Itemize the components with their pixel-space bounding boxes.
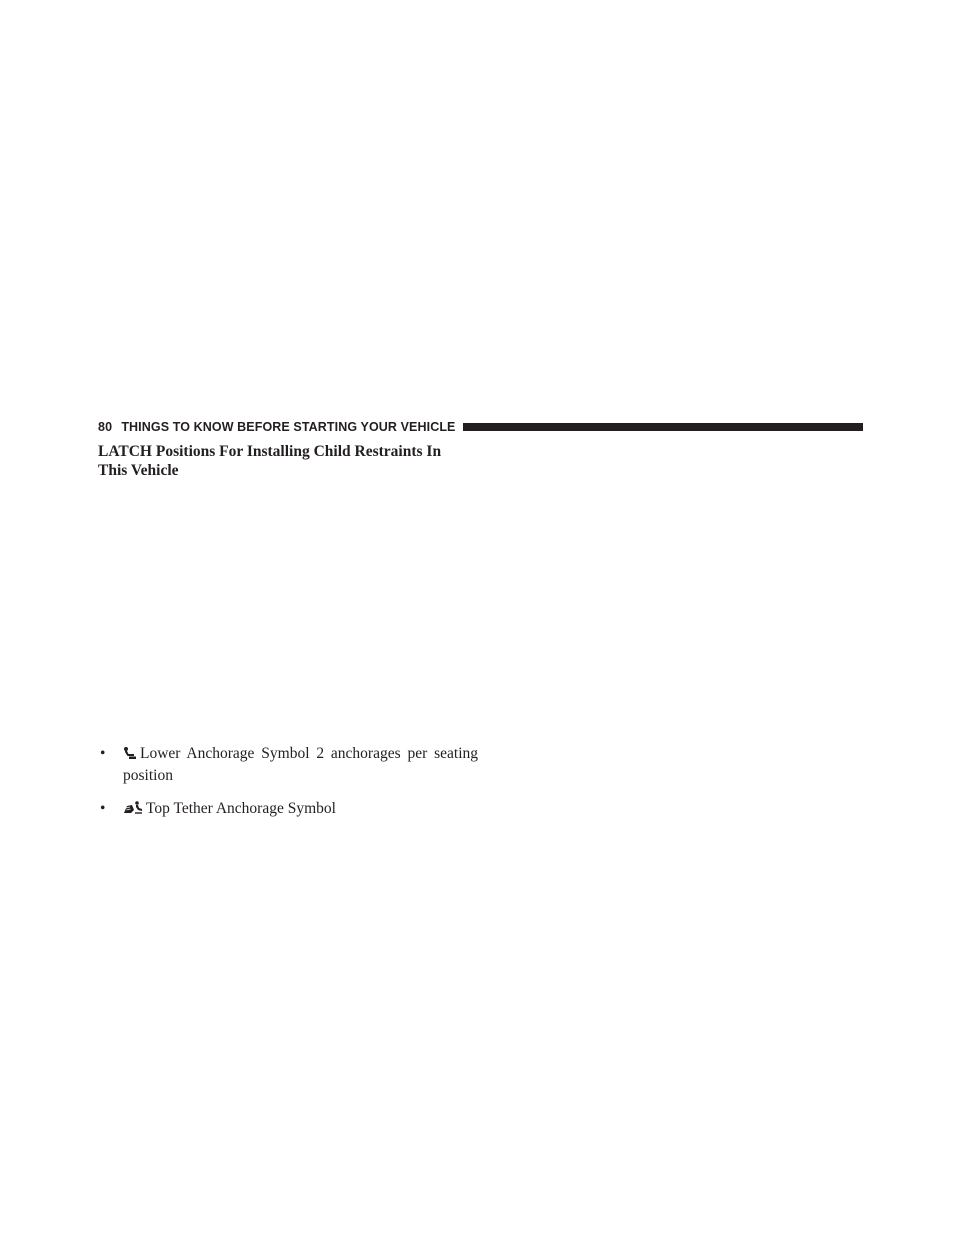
- lower-anchorage-label: Lower Anchorage Symbol 2 anchorages per seating position: [123, 745, 478, 784]
- top-tether-anchorage-icon: [123, 801, 143, 821]
- bullet-marker: •: [100, 745, 106, 762]
- section-heading: [98, 442, 478, 480]
- bullet-marker: •: [100, 800, 106, 817]
- symbol-legend-list: [98, 744, 478, 834]
- section-heading-line-2: This Vehicle: [98, 462, 179, 479]
- latch-positions-figure-area: [98, 490, 478, 715]
- list-item: [98, 799, 478, 821]
- section-heading-line-1: LATCH Positions For Installing Child Restraints In: [98, 443, 442, 460]
- lower-anchorage-icon: [123, 746, 137, 766]
- top-tether-label: Top Tether Anchorage Symbol: [146, 800, 336, 817]
- page-number: 80: [98, 420, 113, 434]
- header-rule: [463, 423, 864, 431]
- chapter-title: THINGS TO KNOW BEFORE STARTING YOUR VEHICLE: [121, 420, 456, 434]
- running-header: [98, 419, 863, 435]
- list-item: [98, 744, 478, 786]
